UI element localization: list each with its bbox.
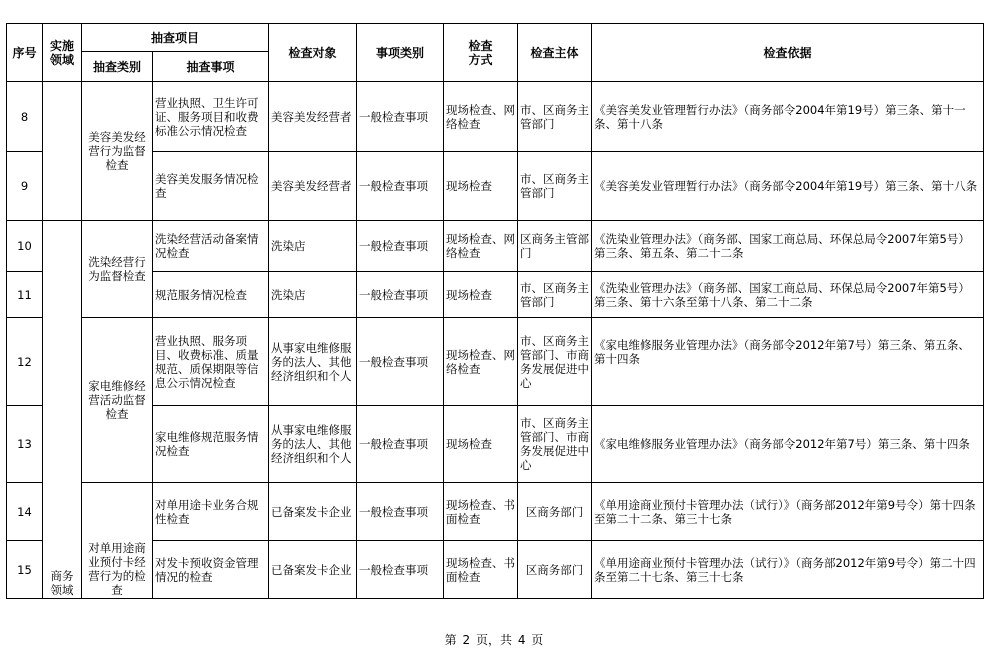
footer-page-number: 2 (462, 633, 471, 647)
footer-suffix: 页 (531, 633, 544, 647)
category-cell: 家电维修经营活动监督检查 (82, 318, 153, 483)
target-cell: 已备案发卡企业 (269, 483, 357, 541)
row-seq: 9 (7, 152, 43, 221)
row-seq: 12 (7, 318, 43, 406)
item-cell: 洗染经营活动备案情况检查 (153, 221, 269, 272)
type-cell: 一般检查事项 (357, 406, 444, 483)
method-cell: 现场检查、网络检查 (444, 318, 518, 406)
subject-cell: 区商务部门 (518, 483, 592, 541)
type-cell: 一般检查事项 (357, 318, 444, 406)
footer-mid: 页，共 (475, 633, 512, 647)
target-cell: 洗染店 (269, 221, 357, 272)
method-cell: 现场检查、书面检查 (444, 483, 518, 541)
table-row (7, 152, 984, 221)
item-cell: 营业执照、服务项目、收费标准、质量规范、质保期限等信息公示情况检查 (153, 318, 269, 406)
footer-prefix: 第 (444, 633, 457, 647)
table-row (7, 318, 984, 406)
method-cell: 现场检查 (444, 152, 518, 221)
subject-cell: 市、区商务主管部门 (518, 272, 592, 318)
type-cell: 一般检查事项 (357, 82, 444, 152)
method-cell: 现场检查、网络检查 (444, 82, 518, 152)
header-field: 实施 领域 (43, 24, 82, 82)
header-category: 抽查类别 (82, 52, 153, 82)
subject-cell: 市、区商务主管部门、市商务发展促进中心 (518, 318, 592, 406)
table-row (7, 272, 984, 318)
table-row (7, 406, 984, 483)
subject-cell: 区商务部门 (518, 541, 592, 599)
table-row (7, 221, 984, 272)
target-cell: 美容美发经营者 (269, 82, 357, 152)
field-cell-empty (43, 82, 82, 221)
header-method: 检查 方式 (444, 24, 518, 82)
basis-cell: 《美容美发业管理暂行办法》（商务部令2004年第19号）第三条、第十一条、第十八条 (592, 82, 984, 152)
type-cell: 一般检查事项 (357, 152, 444, 221)
basis-cell: 《家电维修服务业管理办法》（商务部令2012年第7号）第三条、第十四条 (592, 406, 984, 483)
item-cell: 家电维修规范服务情况检查 (153, 406, 269, 483)
item-cell: 营业执照、卫生许可证、服务项目和收费标准公示情况检查 (153, 82, 269, 152)
target-cell: 从事家电维修服务的法人、其他经济组织和个人 (269, 318, 357, 406)
type-cell: 一般检查事项 (357, 221, 444, 272)
category-cell: 美容美发经营行为监督检查 (82, 82, 153, 221)
item-cell: 规范服务情况检查 (153, 272, 269, 318)
basis-cell: 《家电维修服务业管理办法》（商务部令2012年第7号）第三条、第五条、第十四条 (592, 318, 984, 406)
header-type: 事项类别 (357, 24, 444, 82)
target-cell: 从事家电维修服务的法人、其他经济组织和个人 (269, 406, 357, 483)
subject-cell: 市、区商务主管部门 (518, 152, 592, 221)
item-cell: 对单用途卡业务合规性检查 (153, 483, 269, 541)
basis-cell: 《洗染业管理办法》（商务部、国家工商总局、环保总局令2007年第5号）第三条、第五条、第二十二条 (592, 221, 984, 272)
row-seq: 8 (7, 82, 43, 152)
row-seq: 10 (7, 221, 43, 272)
subject-cell: 区商务主管部门 (518, 221, 592, 272)
method-cell: 现场检查 (444, 272, 518, 318)
table-row (7, 483, 984, 541)
row-seq: 15 (7, 541, 43, 599)
type-cell: 一般检查事项 (357, 483, 444, 541)
table-row (7, 82, 984, 152)
header-project-group: 抽查项目 (82, 24, 269, 52)
header-subject: 检查主体 (518, 24, 592, 82)
table-row (7, 541, 984, 599)
target-cell: 已备案发卡企业 (269, 541, 357, 599)
header-target: 检查对象 (269, 24, 357, 82)
item-cell: 美容美发服务情况检查 (153, 152, 269, 221)
field-cell: 商务领域 (43, 221, 82, 599)
category-cell: 洗染经营行为监督检查 (82, 221, 153, 318)
inspection-table (6, 23, 984, 599)
method-cell: 现场检查 (444, 406, 518, 483)
header-seq: 序号 (7, 24, 43, 82)
method-cell: 现场检查、网络检查 (444, 221, 518, 272)
subject-cell: 市、区商务主管部门 (518, 82, 592, 152)
target-cell: 美容美发经营者 (269, 152, 357, 221)
row-seq: 13 (7, 406, 43, 483)
type-cell: 一般检查事项 (357, 541, 444, 599)
basis-cell: 《洗染业管理办法》（商务部、国家工商总局、环保总局令2007年第5号）第三条、第十六条至第十八条、第二十二条 (592, 272, 984, 318)
category-cell: 对单用途商业预付卡经营行为的检查 (82, 483, 153, 599)
header-basis: 检查依据 (592, 24, 984, 82)
row-seq: 11 (7, 272, 43, 318)
method-cell: 现场检查、书面检查 (444, 541, 518, 599)
item-cell: 对发卡预收资金管理情况的检查 (153, 541, 269, 599)
row-seq: 14 (7, 483, 43, 541)
basis-cell: 《单用途商业预付卡管理办法（试行）》（商务部2012年第9号令）第二十四条至第二十七条、第三十七条 (592, 541, 984, 599)
footer-total-pages: 4 (517, 633, 526, 647)
subject-cell: 市、区商务主管部门、市商务发展促进中心 (518, 406, 592, 483)
basis-cell: 《美容美发业管理暂行办法》（商务部令2004年第19号）第三条、第十八条 (592, 152, 984, 221)
type-cell: 一般检查事项 (357, 272, 444, 318)
header-item: 抽查事项 (153, 52, 269, 82)
basis-cell: 《单用途商业预付卡管理办法（试行）》（商务部2012年第9号令）第十四条至第二十二条、第三十七条 (592, 483, 984, 541)
page-footer (0, 631, 988, 648)
target-cell: 洗染店 (269, 272, 357, 318)
